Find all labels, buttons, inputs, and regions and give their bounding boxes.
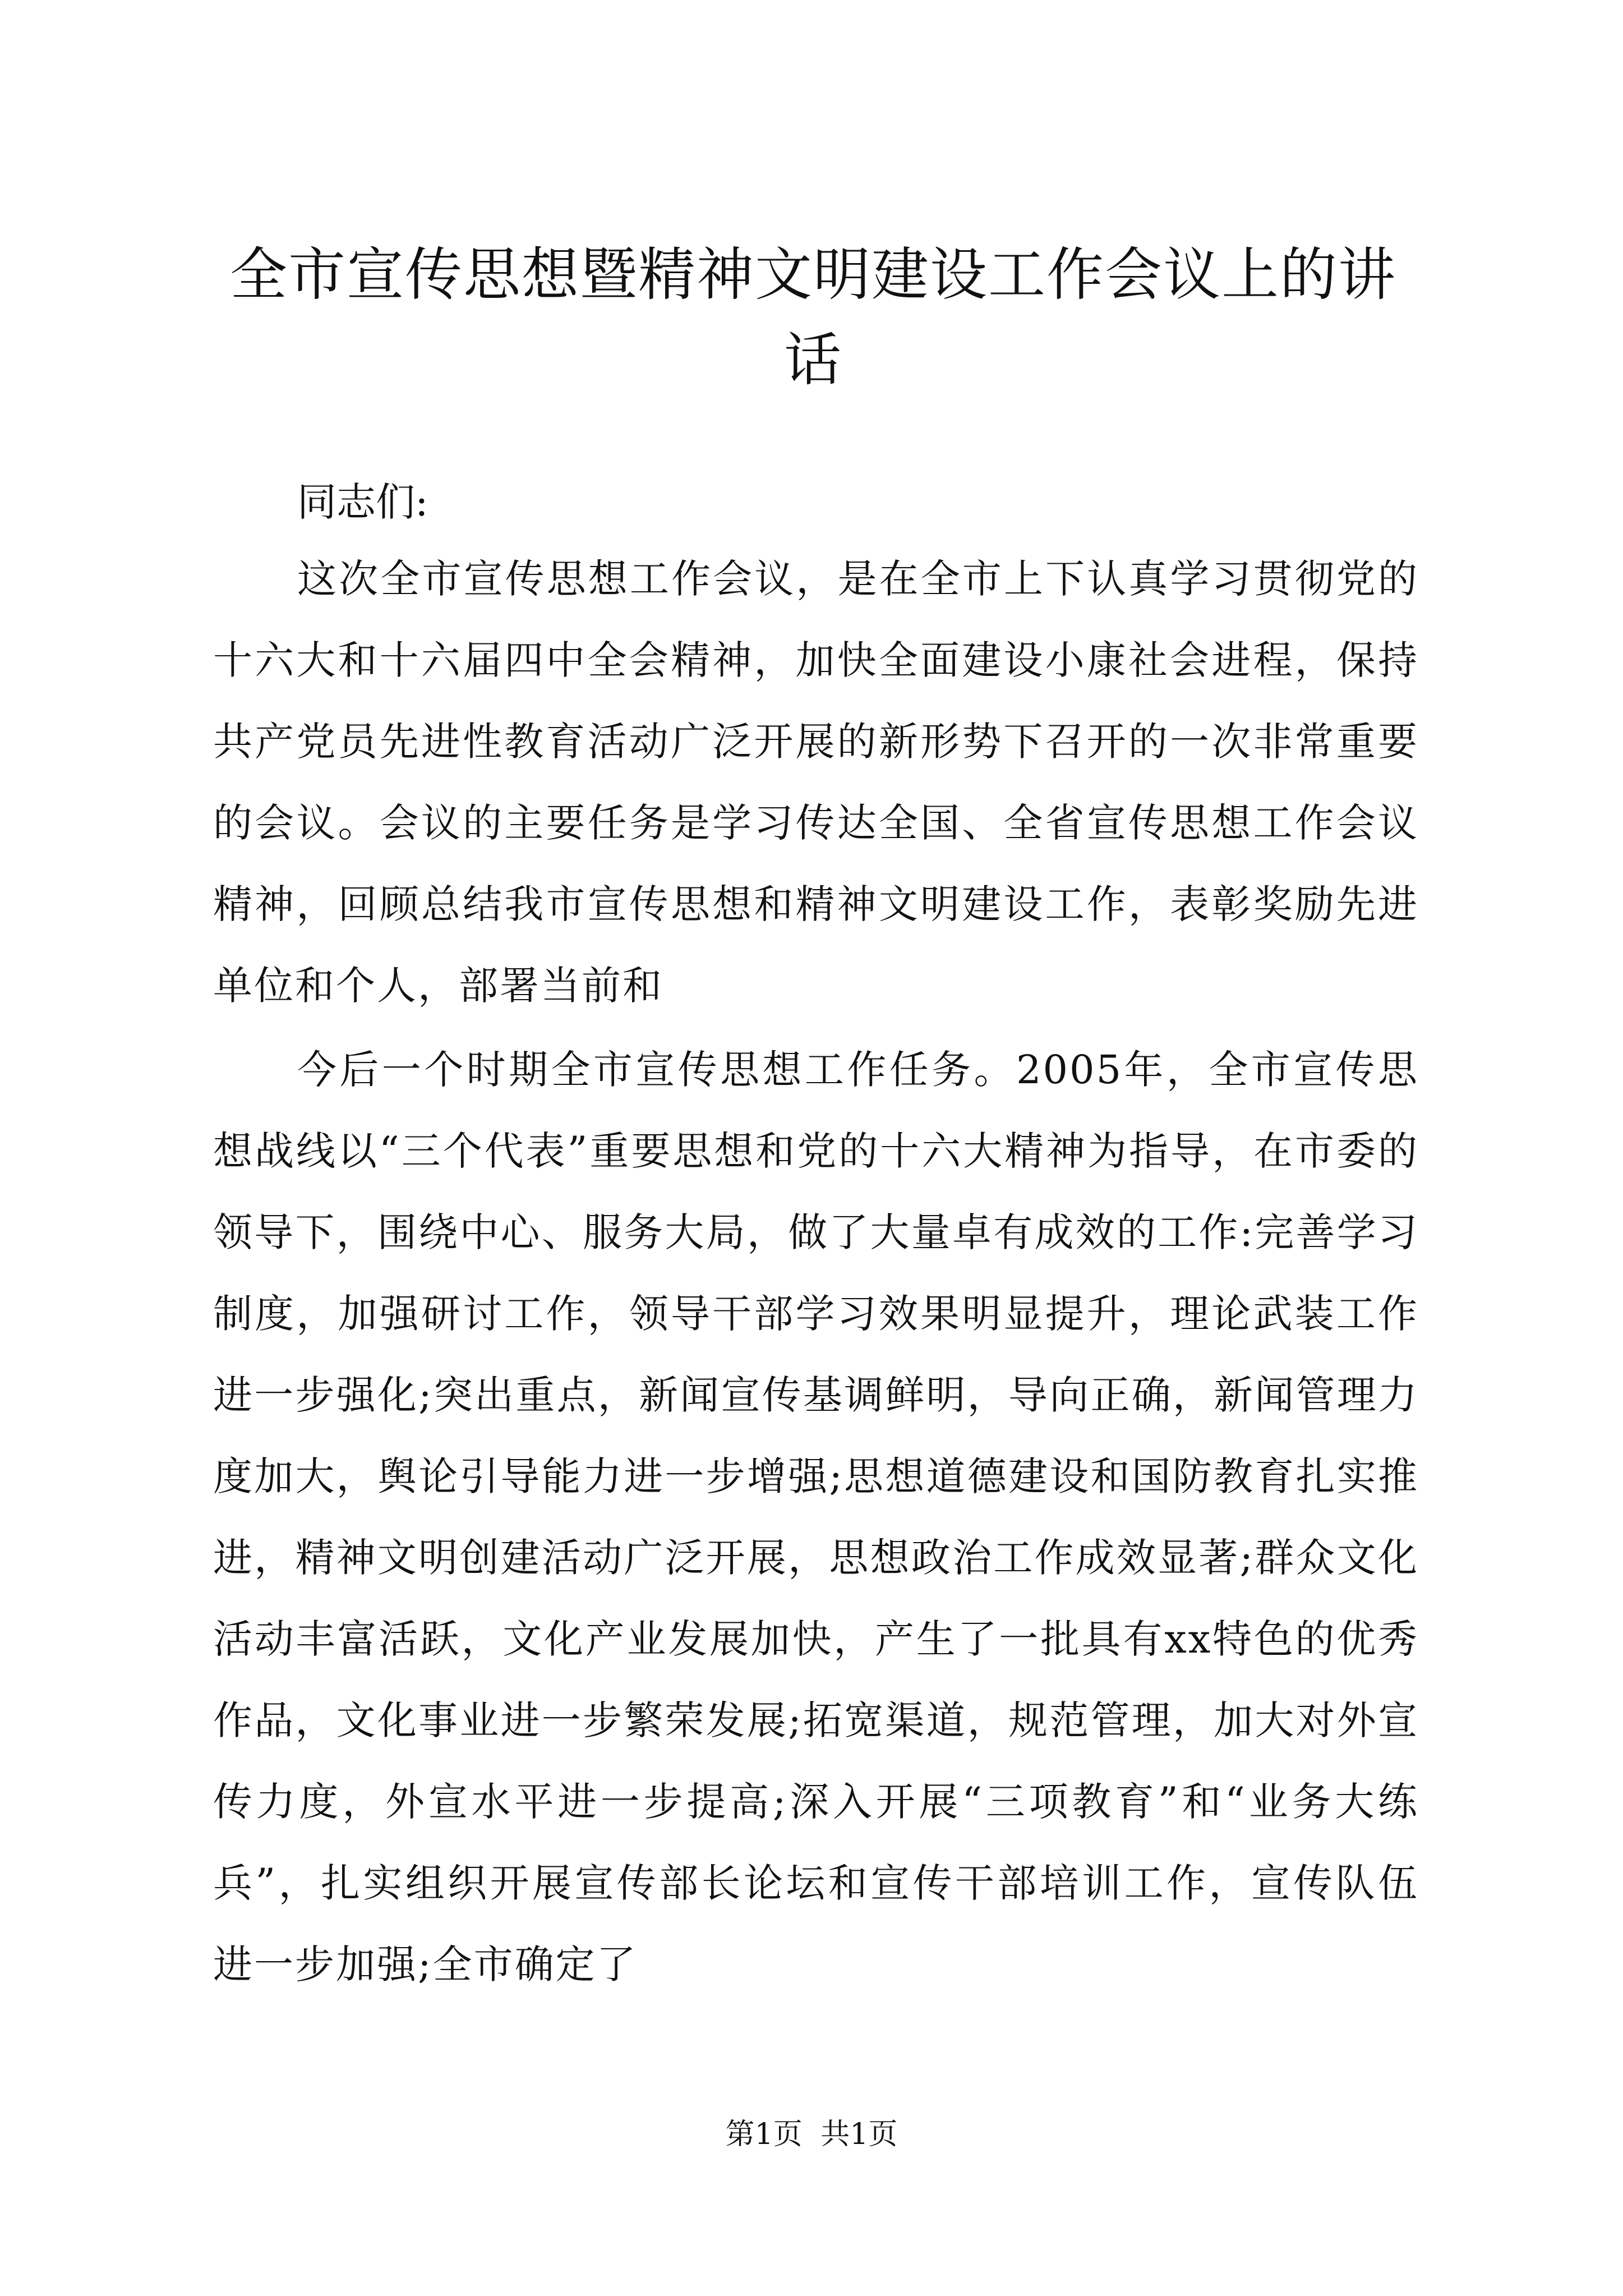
body-paragraph-2: 今后一个时期全市宣传思想工作任务。2005年，全市宣传思想战线以“三个代表”重要思想和党的十六大精神为指导，在市委的领导下，围绕中心、服务大局，做了大量卓有成效的工作:完善学习制度，加强研讨工作，领导干部学习效果明显提升，理论武装工作进一步强化;突出重点，新闻宣传基调鲜明，导向正确，新闻管理力度加大，舆论引导能力进一步增强;思想道德建设和国防教育扎实推进，精神文明创建活动广泛开展，思想政治工作成效显著;群众文化活动丰富活跃，文化产业发展加快，产生了一批具有xx特色的优秀作品，文化事业进一步繁荣发展;拓宽渠道，规范管理，加大对外宣传力度，外宣水平进一步提高;深入开展“三项教育”和“业务大练兵”，扎实组织开展宣传部长论坛和宣传干部培训工作，宣传队伍进一步加强;全市确定了 <box>213 1047 1419 1987</box>
body-paragraph-1: 这次全市宣传思想工作会议，是在全市上下认真学习贯彻党的十六大和十六届四中全会精神，加快全面建设小康社会进程，保持共产党员先进性教育活动广泛开展的新形势下召开的一次非常重要的会议。会议的主要任务是学习传达全国、全省宣传思想工作会议精神，回顾总结我市宣传思想和精神文明建设工作，表彰奖励先进单位和个人，部署当前和 <box>213 556 1419 1009</box>
page-total: 共1页 <box>820 2118 898 2151</box>
page-footer <box>0 2115 1623 2154</box>
salutation: 同志们: <box>297 479 428 525</box>
document-title: 全市宣传思想暨精神文明建设工作会议上的讲话 <box>230 242 1396 394</box>
page-number: 第1页 <box>725 2118 803 2151</box>
